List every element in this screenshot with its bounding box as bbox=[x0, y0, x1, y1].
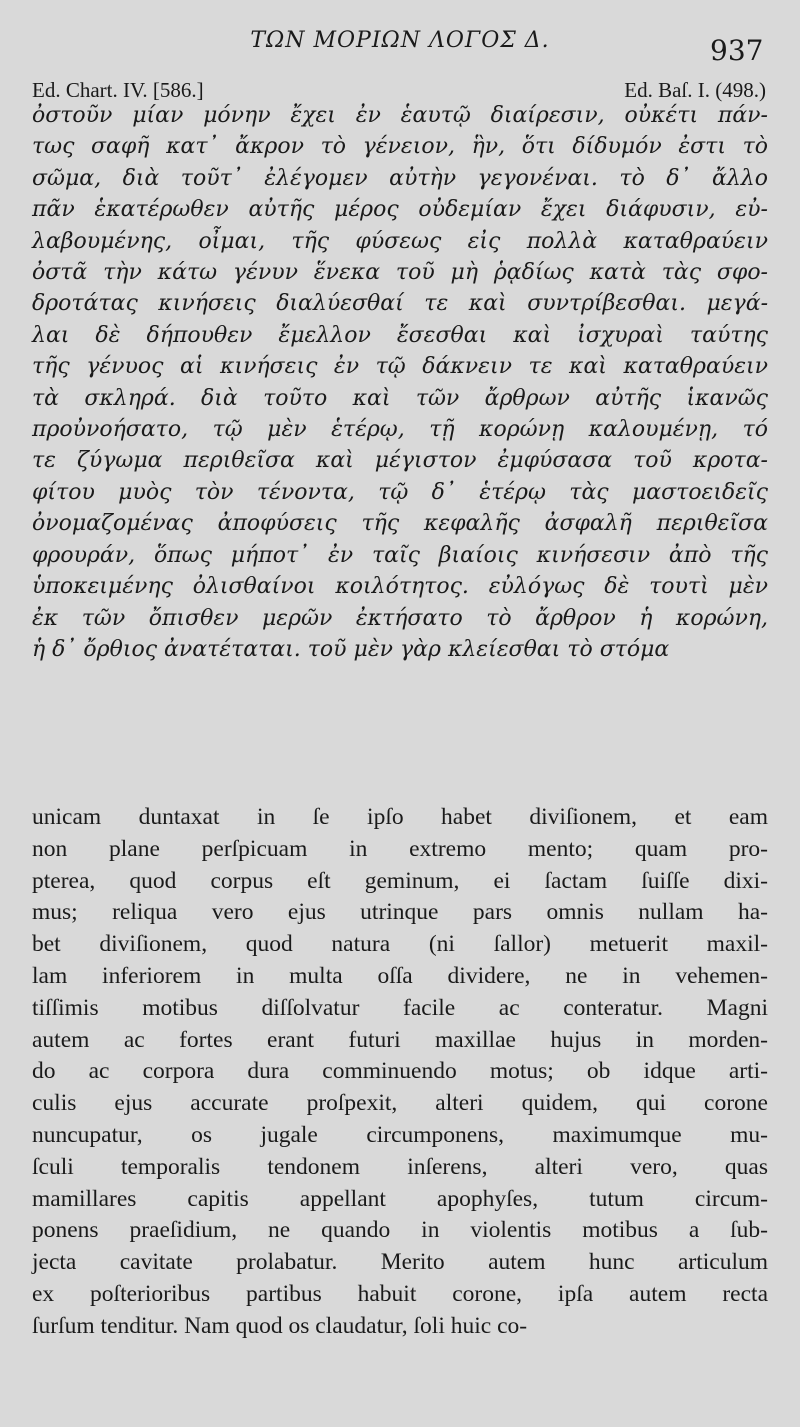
latin-text-line: ponens praeſidium, ne quando in violentis motibus a ſub- bbox=[32, 1217, 768, 1244]
greek-text-line: ὀνομαζομένας ἀποφύσεις τῆς κεφαλῆς ἀσφαλῆ περιθεῖσα bbox=[32, 511, 768, 537]
greek-text-line: λαβουμένης, οἶμαι, τῆς φύσεως εἰς πολλὰ καταθραύειν bbox=[32, 228, 768, 254]
latin-text-line: nuncupatur, os jugale circumponens, maximumque mu- bbox=[32, 1121, 768, 1148]
latin-text-line: mamillares capitis appellant apophyſes, tutum circum- bbox=[32, 1185, 768, 1212]
running-head: ΤΩΝ ΜΟΡΙΩΝ ΛΟΓΟΣ Δ. bbox=[250, 28, 550, 53]
greek-text-line: πᾶν ἑκατέρωθεν αὐτῆς μέρος οὐδεμίαν ἔχει διάφυσιν, εὐ- bbox=[32, 197, 768, 223]
greek-text-line: ἡ δ᾽ ὄρθιος ἀνατέταται. τοῦ μὲν γὰρ κλείεσθαι τὸ στόμα bbox=[32, 636, 670, 662]
greek-text-line: ὀστᾶ τὴν κάτω γένυν ἕνεκα τοῦ μὴ ῥᾳδίως κατὰ τὰς σφο- bbox=[32, 260, 768, 286]
latin-text-line: mus; reliqua vero ejus utrinque pars omnis nullam ha- bbox=[32, 899, 768, 926]
latin-text-line: culis ejus accurate proſpexit, alteri quidem, qui corone bbox=[32, 1090, 768, 1117]
greek-text-line: τῆς γένυος αἱ κινήσεις ἐν τῷ δάκνειν τε καὶ καταθραύειν bbox=[32, 354, 768, 380]
greek-text-line: ἐκ τῶν ὄπισθεν μερῶν ἐκτήσατο τὸ ἄρθρον ἡ κορώνη, bbox=[32, 605, 768, 631]
greek-text-line: τε ζύγωμα περιθεῖσα καὶ μέγιστον ἐμφύσασα τοῦ κροτα- bbox=[32, 448, 768, 474]
edition-reference-left: Ed. Chart. IV. [586.] bbox=[32, 78, 204, 102]
greek-text-line: φρουράν, ὅπως μήποτ᾽ ἐν ταῖς βιαίοις κινήσεσιν ἀπὸ τῆς bbox=[32, 542, 768, 568]
greek-text-line: ὀστοῦν μίαν μόνην ἔχει ἐν ἑαυτῷ διαίρεσιν, οὐκέτι πάν- bbox=[32, 103, 768, 128]
latin-text-line: ſurſum tenditur. Nam quod os claudatur, ſoli huic co- bbox=[32, 1312, 528, 1339]
latin-text-line: non plane perſpicuam in extremo mento; quam pro- bbox=[32, 835, 768, 862]
latin-text-block bbox=[32, 802, 768, 1343]
greek-text-line: σῶμα, διὰ τοῦτ᾽ ἐλέγομεν αὐτὴν γεγονέναι. τὸ δ᾽ ἄλλο bbox=[32, 165, 768, 191]
greek-text-line: ὑποκειμένης ὀλισθαίνοι κοιλότητος. εὐλόγως δὲ τουτὶ μὲν bbox=[32, 574, 768, 600]
greek-text-line: φίτου μυὸς τὸν τένοντα, τῷ δ᾽ ἑτέρῳ τὰς μαστοειδεῖς bbox=[32, 479, 768, 505]
latin-text-line: bet diviſionem, quod natura (ni ſallor) metuerit maxil- bbox=[32, 931, 768, 958]
latin-text-line: unicam duntaxat in ſe ipſo habet diviſionem, et eam bbox=[32, 804, 768, 830]
latin-text-line: lam inferiorem in multa oſſa dividere, ne in vehemen- bbox=[32, 962, 768, 989]
greek-text-line: λαι δὲ δήπουθεν ἔμελλον ἔσεσθαι καὶ ἰσχυραὶ ταύτης bbox=[32, 322, 768, 348]
edition-reference-right: Ed. Baſ. I. (498.) bbox=[624, 78, 766, 102]
greek-text-line: τως σαφῆ κατ᾽ ἄκρον τὸ γένειον, ἣν, ὅτι δίδυμόν ἐστι τὸ bbox=[32, 134, 768, 160]
latin-text-line: jecta cavitate prolabatur. Merito autem hunc articulum bbox=[32, 1249, 768, 1276]
page-number: 937 bbox=[710, 34, 764, 67]
latin-text-line: autem ac fortes erant futuri maxillae hujus in morden- bbox=[32, 1026, 768, 1053]
greek-text-line: προὐνοήσατο, τῷ μὲν ἑτέρῳ, τῇ κορώνῃ καλουμένῃ, τό bbox=[32, 417, 768, 443]
latin-text-line: pterea, quod corpus eſt geminum, ei ſactam ſuiſſe dixi- bbox=[32, 867, 768, 894]
latin-text-line: do ac corpora dura comminuendo motus; ob idque arti- bbox=[32, 1058, 768, 1085]
greek-text-line: τὰ σκληρά. διὰ τοῦτο καὶ τῶν ἄρθρων αὐτῆς ἱκανῶς bbox=[32, 385, 768, 411]
latin-text-line: tiſſimis motibus diſſolvatur facile ac conteratur. Magni bbox=[32, 994, 768, 1021]
greek-text-block bbox=[32, 100, 768, 665]
latin-text-line: ex poſterioribus partibus habuit corone, ipſa autem recta bbox=[32, 1280, 768, 1307]
latin-text-line: ſculi temporalis tendonem inſerens, alteri vero, quas bbox=[32, 1153, 768, 1180]
greek-text-line: δροτάτας κινήσεις διαλύεσθαί τε καὶ συντρίβεσθαι. μεγά- bbox=[32, 291, 768, 317]
